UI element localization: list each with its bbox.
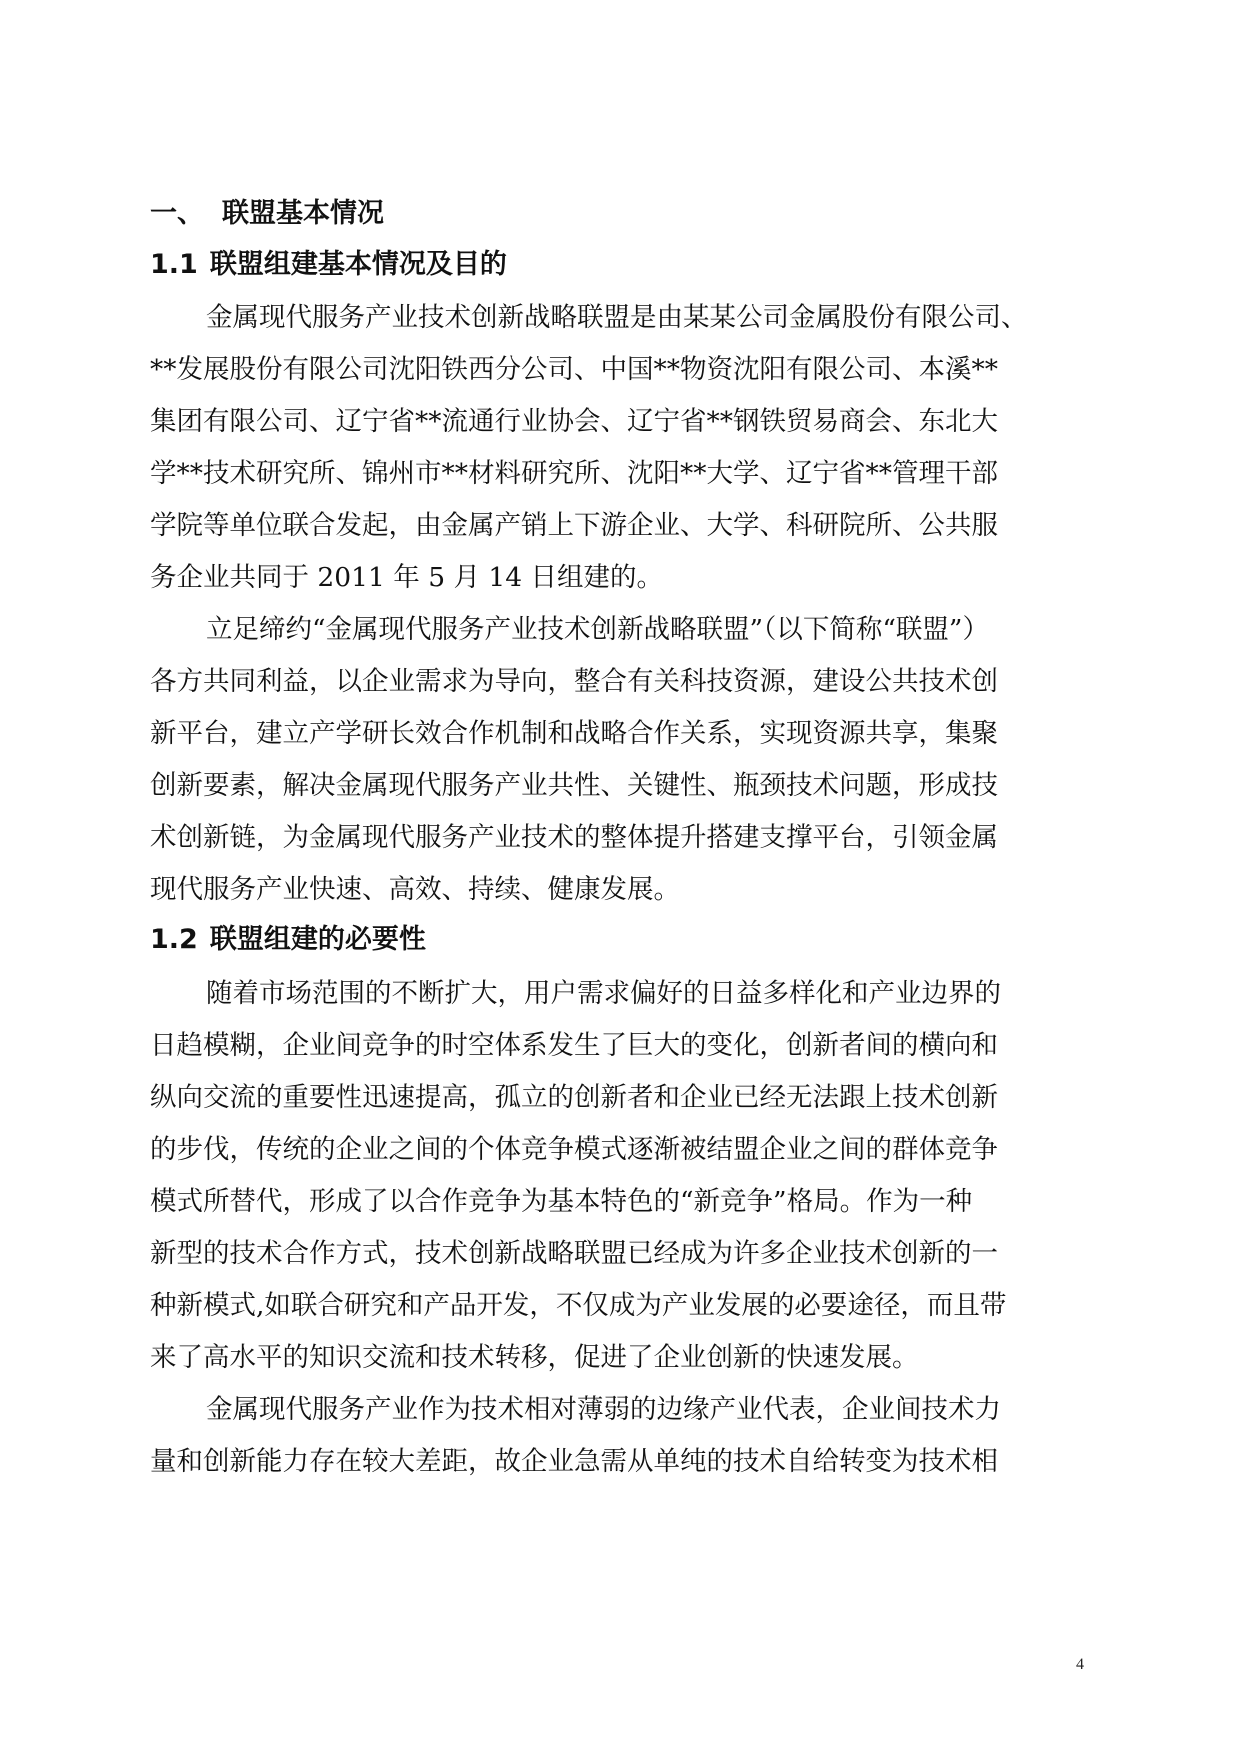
- paragraph-3-line: 来了高水平的知识交流和技术转移，促进了企业创新的快速发展。: [150, 1342, 919, 1373]
- paragraph-4-line: 金属现代服务产业作为技术相对薄弱的边缘产业代表，企业间技术力: [206, 1394, 1001, 1425]
- section-heading-1-1: [150, 245, 507, 285]
- paragraph-2-line: 立足缔约“金属现代服务产业技术创新战略联盟”（以下简称“联盟”）: [206, 614, 989, 645]
- paragraph-2-line: 术创新链，为金属现代服务产业技术的整体提升搭建支撑平台，引领金属: [150, 822, 998, 853]
- paragraph-1-line: 集团有限公司、辽宁省**流通行业协会、辽宁省**钢铁贸易商会、东北大: [150, 406, 998, 437]
- paragraph-1-line: 金属现代服务产业技术创新战略联盟是由某某公司金属股份有限公司、: [206, 302, 1028, 333]
- paragraph-1-line: 务企业共同于 2011 年 5 月 14 日组建的。: [150, 562, 664, 593]
- section-title: 联盟组建的必要性: [209, 924, 426, 955]
- paragraph-2-line: 现代服务产业快速、高效、持续、健康发展。: [150, 874, 680, 905]
- paragraph-2-line: 新平台，建立产学研长效合作机制和战略合作关系，实现资源共享，集聚: [150, 718, 998, 749]
- paragraph-1-line: 学**技术研究所、锦州市**材料研究所、沈阳**大学、辽宁省**管理干部: [150, 458, 998, 489]
- paragraph-1-line: **发展股份有限公司沈阳铁西分公司、中国**物资沈阳有限公司、本溪**: [150, 354, 998, 385]
- paragraph-2-line: 各方共同利益，以企业需求为导向，整合有关科技资源，建设公共技术创: [150, 666, 998, 697]
- page-number: 4: [1076, 1656, 1084, 1673]
- section-number: 1.2: [150, 924, 198, 955]
- paragraph-3-line: 的步伐，传统的企业之间的个体竞争模式逐渐被结盟企业之间的群体竞争: [150, 1134, 998, 1165]
- paragraph-3-line: 随着市场范围的不断扩大，用户需求偏好的日益多样化和产业边界的: [206, 978, 1001, 1009]
- section-number: 1.1: [150, 249, 198, 280]
- section-heading-1: [150, 194, 384, 234]
- paragraph-3-line: 模式所替代，形成了以合作竞争为基本特色的“新竞争”格局。作为一种: [150, 1186, 973, 1217]
- paragraph-3-line: 日趋模糊，企业间竞争的时空体系发生了巨大的变化，创新者间的横向和: [150, 1030, 998, 1061]
- section-number: 一、: [150, 198, 204, 229]
- section-title: 联盟基本情况: [222, 198, 384, 229]
- paragraph-1-line: 学院等单位联合发起，由金属产销上下游企业、大学、科研院所、公共服: [150, 510, 998, 541]
- paragraph-3-line: 新型的技术合作方式，技术创新战略联盟已经成为许多企业技术创新的一: [150, 1238, 998, 1269]
- paragraph-4-line: 量和创新能力存在较大差距，故企业急需从单纯的技术自给转变为技术相: [150, 1446, 998, 1477]
- paragraph-3-line: 种新模式,如联合研究和产品开发，不仅成为产业发展的必要途径，而且带: [150, 1290, 1007, 1321]
- paragraph-2-line: 创新要素，解决金属现代服务产业共性、关键性、瓶颈技术问题，形成技: [150, 770, 998, 801]
- section-title: 联盟组建基本情况及目的: [209, 249, 507, 280]
- section-heading-1-2: [150, 920, 426, 960]
- paragraph-3-line: 纵向交流的重要性迅速提高，孤立的创新者和企业已经无法跟上技术创新: [150, 1082, 998, 1113]
